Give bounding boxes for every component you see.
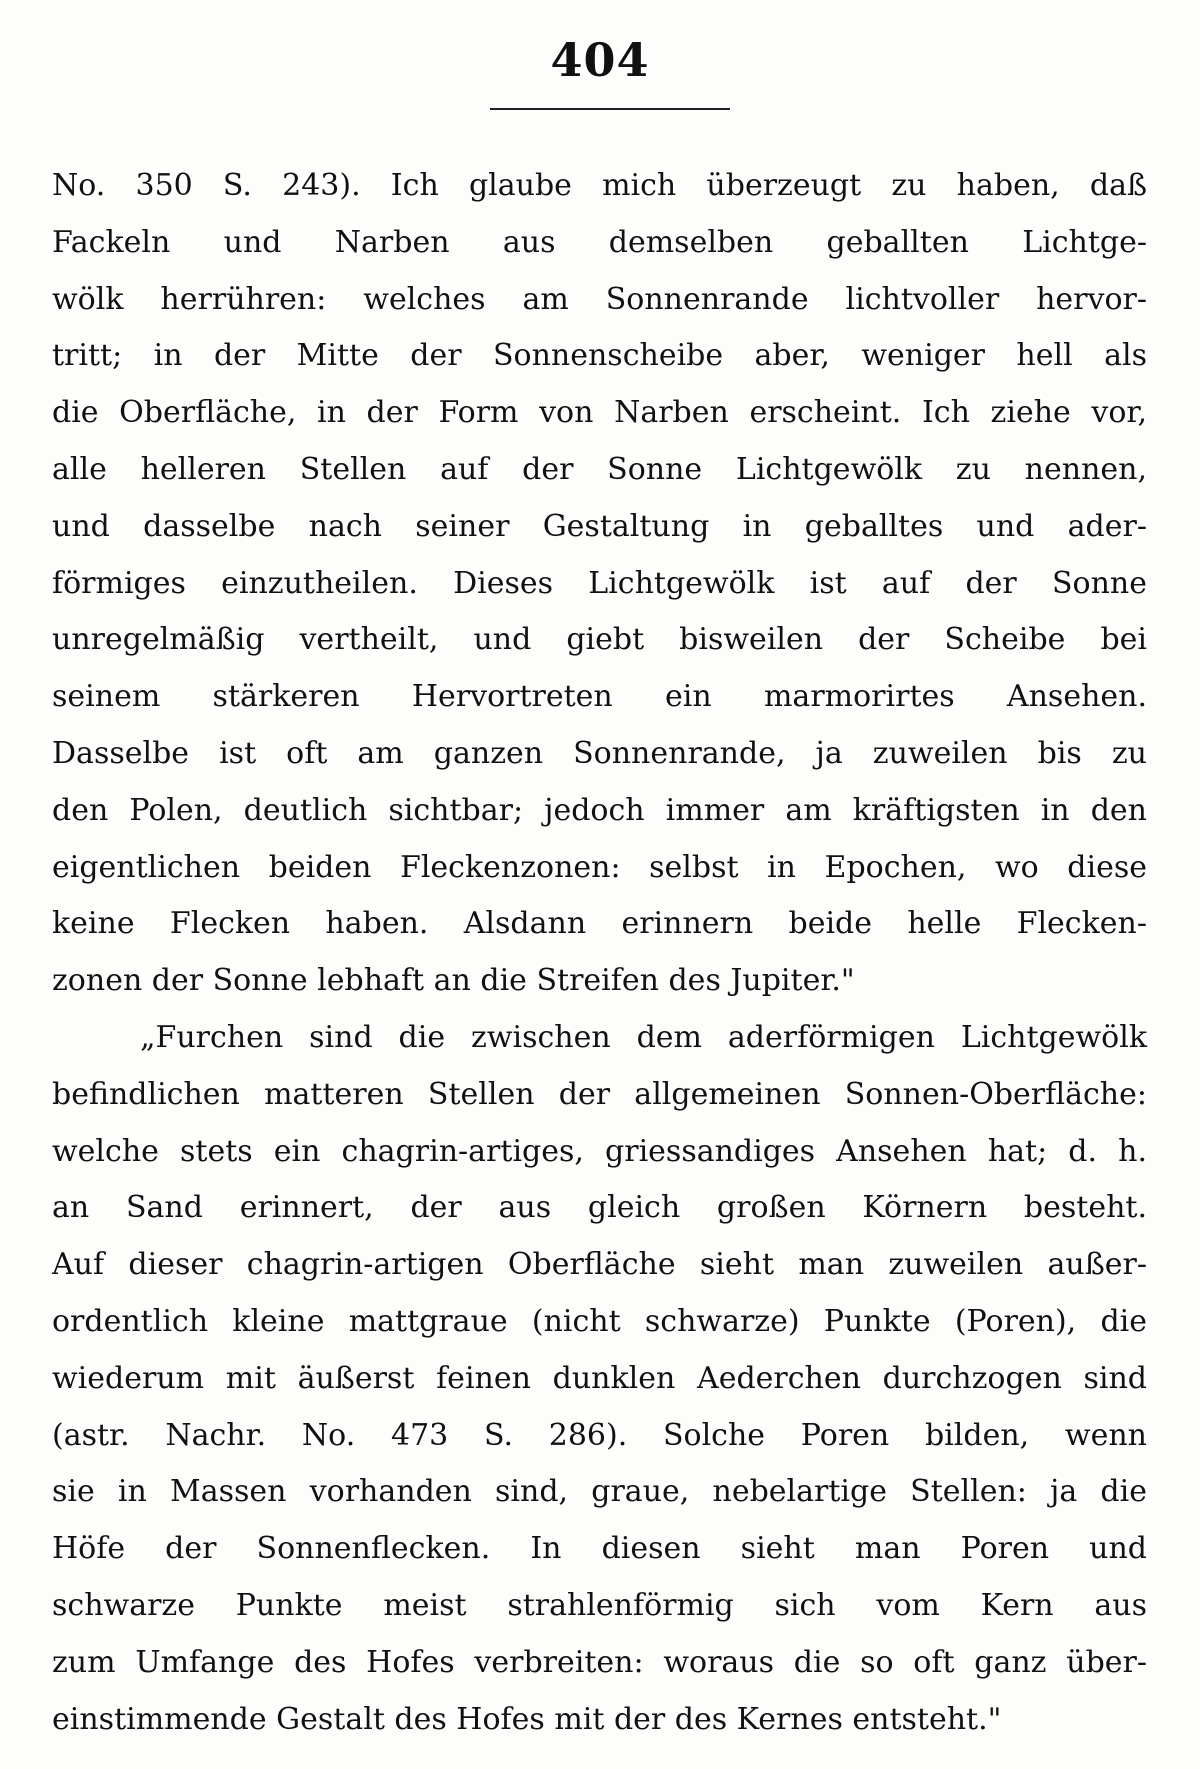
text-line: welche stets ein chagrin-artiges, griessandiges Ansehen hat; d. h. <box>52 1133 1147 1169</box>
paragraph-first-line: „Furchen sind die zwischen dem aderförmigen Lichtgewölk <box>140 1019 1147 1055</box>
text-line: an Sand erinnert, der aus gleich großen Körnern besteht. <box>52 1190 1147 1226</box>
text-line: zonen der Sonne lebhaft an die Streifen des Jupiter." <box>52 963 855 999</box>
body-text <box>52 158 1147 1748</box>
text-line: Auf dieser chagrin-artigen Oberfläche sieht man zuweilen außer- <box>52 1247 1147 1283</box>
text-line: und dasselbe nach seiner Gestaltung in geballtes und ader- <box>52 508 1147 544</box>
text-line: sie in Massen vorhanden sind, graue, nebelartige Stellen: ja die <box>52 1474 1147 1510</box>
text-line: wölk herrühren: welches am Sonnenrande lichtvoller hervor- <box>52 281 1147 317</box>
text-line: den Polen, deutlich sichtbar; jedoch immer am kräftigsten in den <box>52 792 1147 828</box>
text-line: wiederum mit äußerst feinen dunklen Aederchen durchzogen sind <box>52 1360 1147 1396</box>
page-number: 404 <box>550 33 650 87</box>
text-line: schwarze Punkte meist strahlenförmig sich vom Kern aus <box>52 1587 1147 1623</box>
text-line: No. 350 S. 243). Ich glaube mich überzeugt zu haben, daß <box>52 168 1147 203</box>
text-line: alle helleren Stellen auf der Sonne Lichtgewölk zu nennen, <box>52 451 1147 487</box>
text-line: tritt; in der Mitte der Sonnenscheibe aber, weniger hell als <box>52 338 1147 374</box>
text-line: förmiges einzutheilen. Dieses Lichtgewölk ist auf der Sonne <box>52 565 1147 601</box>
text-line: Fackeln und Narben aus demselben geballten Lichtge- <box>52 224 1147 260</box>
text-line: zum Umfange des Hofes verbreiten: woraus die so oft ganz über- <box>52 1644 1147 1680</box>
text-line: keine Flecken haben. Alsdann erinnern beide helle Flecken- <box>52 906 1147 942</box>
text-line: einstimmende Gestalt des Hofes mit der des Kernes entsteht." <box>52 1701 1002 1737</box>
text-line: befindlichen matteren Stellen der allgemeinen Sonnen-Oberfläche: <box>52 1076 1147 1112</box>
text-line: ordentlich kleine mattgraue (nicht schwarze) Punkte (Poren), die <box>52 1303 1147 1339</box>
text-line: Höfe der Sonnenflecken. In diesen sieht man Poren und <box>52 1531 1147 1567</box>
header-rule <box>490 108 730 110</box>
text-line: Dasselbe ist oft am ganzen Sonnenrande, ja zuweilen bis zu <box>52 735 1147 771</box>
text-line: seinem stärkeren Hervortreten ein marmorirtes Ansehen. <box>52 679 1147 715</box>
text-line: (astr. Nachr. No. 473 S. 286). Solche Poren bilden, wenn <box>52 1417 1147 1453</box>
text-line: die Oberfläche, in der Form von Narben erscheint. Ich ziehe vor, <box>52 395 1147 431</box>
text-line: unregelmäßig vertheilt, und giebt bisweilen der Scheibe bei <box>52 622 1147 658</box>
text-line: eigentlichen beiden Fleckenzonen: selbst in Epochen, wo diese <box>52 849 1147 885</box>
